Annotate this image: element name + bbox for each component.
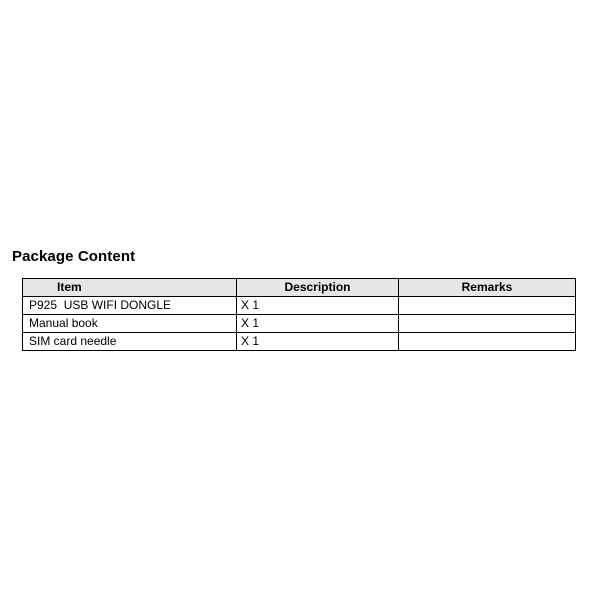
column-header-remarks: Remarks xyxy=(399,279,576,297)
item-cell: P925 USB WIFI DONGLE xyxy=(23,297,237,315)
remarks-cell xyxy=(399,297,576,315)
table-header-row xyxy=(23,279,576,297)
section-title: Package Content xyxy=(12,248,136,265)
table-row xyxy=(23,297,576,315)
description-cell: X 1 xyxy=(237,333,399,351)
column-header-item: Item xyxy=(23,279,237,297)
remarks-cell xyxy=(399,315,576,333)
item-cell: SIM card needle xyxy=(23,333,237,351)
remarks-cell xyxy=(399,333,576,351)
table-row xyxy=(23,315,576,333)
item-cell: Manual book xyxy=(23,315,237,333)
package-content-table xyxy=(22,278,576,351)
description-cell: X 1 xyxy=(237,315,399,333)
table-row xyxy=(23,333,576,351)
column-header-description: Description xyxy=(237,279,399,297)
description-cell: X 1 xyxy=(237,297,399,315)
